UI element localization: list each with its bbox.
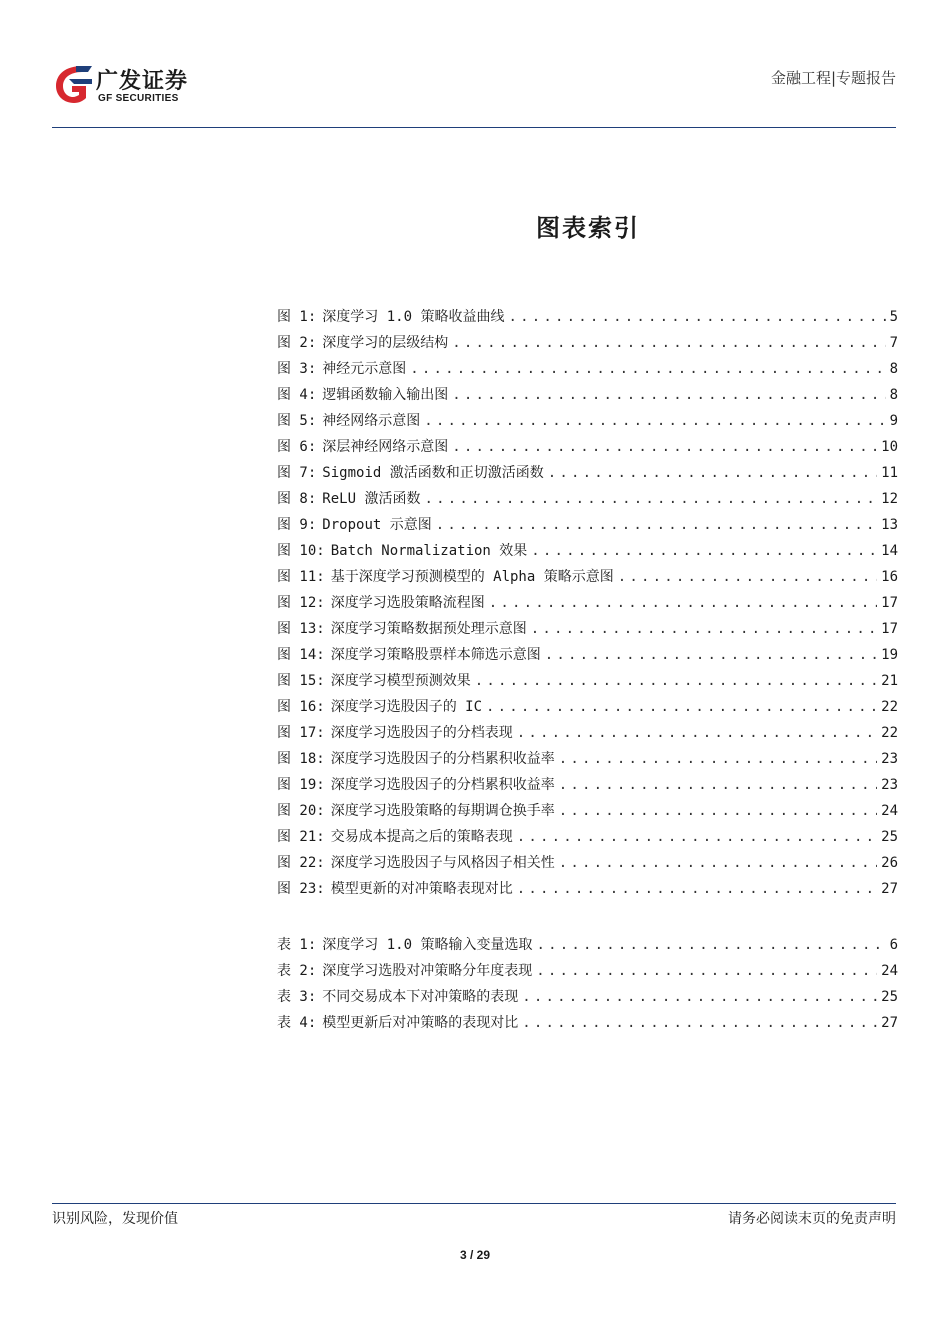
toc-entry-title <box>277 434 448 460</box>
toc-entry-title <box>277 932 532 958</box>
gf-logo-icon <box>52 62 94 106</box>
figure-index-entry[interactable] <box>277 720 898 746</box>
footer-disclaimer: 请务必阅读末页的免责声明 <box>728 1211 896 1227</box>
toc-entry-title <box>277 720 513 746</box>
toc-entry-title <box>277 1010 518 1036</box>
toc-entry-title <box>277 564 614 590</box>
toc-page-number: 17 <box>881 595 898 611</box>
toc-page-number: 8 <box>889 387 898 403</box>
figure-index-entry[interactable] <box>277 798 898 824</box>
toc-entry-label: 图 18: <box>277 751 325 767</box>
figure-index-entry[interactable] <box>277 538 898 564</box>
toc-entry-text: 深度学习选股因子与风格因子相关性 <box>330 855 555 871</box>
toc-page-number: 27 <box>881 1015 898 1031</box>
toc-page-number: 16 <box>881 569 898 585</box>
figure-index-entry[interactable] <box>277 824 898 850</box>
toc-entry-text: 深度学习选股策略的每期调仓换手率 <box>330 803 555 819</box>
toc-entry-title <box>277 460 544 486</box>
toc-page-number: 27 <box>881 881 898 897</box>
toc-entry-label: 图 9: <box>277 517 317 533</box>
toc-entry-label: 图 8: <box>277 491 317 507</box>
toc-entry-label: 表 2: <box>277 963 317 979</box>
header-divider <box>52 127 896 128</box>
toc-entry-text: 深度学习 1.0 策略输入变量选取 <box>322 937 533 953</box>
figure-index-entry[interactable] <box>277 382 898 408</box>
footer-divider <box>52 1203 896 1204</box>
figure-index-entry[interactable] <box>277 694 898 720</box>
toc-leader-dots <box>548 460 877 486</box>
toc-entry-title <box>277 590 485 616</box>
toc-leader-dots <box>522 984 877 1010</box>
toc-entry-title <box>277 984 518 1010</box>
toc-entry-text: Sigmoid 激活函数和正切激活函数 <box>322 465 544 481</box>
toc-entry-title <box>277 876 513 902</box>
toc-leader-dots <box>531 538 877 564</box>
toc-entry-label: 表 3: <box>277 989 317 1005</box>
toc-page-number: 25 <box>881 829 898 845</box>
logo-text-cn: 广发证券 <box>96 69 189 94</box>
toc-leader-dots <box>536 932 885 958</box>
toc-entry-text: 深度学习选股对冲策略分年度表现 <box>322 963 533 979</box>
toc-entry-label: 图 22: <box>277 855 325 871</box>
toc-page-number: 9 <box>889 413 898 429</box>
footer-slogan: 识别风险，发现价值 <box>52 1211 178 1227</box>
figure-index-entry[interactable] <box>277 876 898 902</box>
toc-leader-dots <box>475 668 877 694</box>
toc-entry-label: 图 16: <box>277 699 325 715</box>
toc-entry-title <box>277 772 555 798</box>
toc-page-number: 23 <box>881 751 898 767</box>
figure-index-entry[interactable] <box>277 460 898 486</box>
toc-entry-text: 神经网络示意图 <box>322 413 421 429</box>
toc-entry-label: 图 10: <box>277 543 325 559</box>
toc-page-number: 14 <box>881 543 898 559</box>
toc-entry-title <box>277 356 406 382</box>
toc-page-number: 22 <box>881 725 898 741</box>
toc-entry-title <box>277 486 420 512</box>
toc-leader-dots <box>424 408 885 434</box>
toc-entry-text: Batch Normalization 效果 <box>330 543 528 559</box>
toc-page-number: 10 <box>881 439 898 455</box>
toc-leader-dots <box>559 746 877 772</box>
toc-leader-dots <box>536 958 877 984</box>
page-title: 图表索引 <box>536 213 640 242</box>
figure-index-entry[interactable] <box>277 434 898 460</box>
table-index-entry[interactable] <box>277 958 898 984</box>
toc-entry-title <box>277 538 527 564</box>
toc-entry-label: 图 15: <box>277 673 325 689</box>
toc-page-number: 8 <box>889 361 898 377</box>
toc-entry-title <box>277 382 448 408</box>
toc-page-number: 25 <box>881 989 898 1005</box>
figure-index <box>277 304 898 902</box>
toc-leader-dots <box>424 486 877 512</box>
toc-entry-title <box>277 642 541 668</box>
toc-entry-text: 深度学习策略数据预处理示意图 <box>330 621 527 637</box>
toc-entry-title <box>277 694 482 720</box>
toc-entry-label: 图 21: <box>277 829 325 845</box>
toc-leader-dots <box>489 590 877 616</box>
toc-entry-text: 逻辑函数输入输出图 <box>322 387 449 403</box>
toc-leader-dots <box>436 512 877 538</box>
toc-entry-label: 图 5: <box>277 413 317 429</box>
toc-page-number: 26 <box>881 855 898 871</box>
toc-page-number: 24 <box>881 803 898 819</box>
toc-entry-title <box>277 330 448 356</box>
toc-entry-title <box>277 824 513 850</box>
toc-leader-dots <box>452 330 885 356</box>
toc-entry-text: 模型更新的对冲策略表现对比 <box>330 881 513 897</box>
toc-leader-dots <box>452 434 877 460</box>
toc-entry-text: 深度学习策略股票样本筛选示意图 <box>330 647 541 663</box>
figure-index-entry[interactable] <box>277 642 898 668</box>
toc-entry-text: Dropout 示意图 <box>322 517 432 533</box>
figure-index-entry[interactable] <box>277 512 898 538</box>
toc-leader-dots <box>545 642 877 668</box>
toc-entry-text: 深度学习选股因子的 IC <box>330 699 483 715</box>
toc-entry-text: ReLU 激活函数 <box>322 491 421 507</box>
toc-leader-dots <box>559 850 877 876</box>
toc-leader-dots <box>559 772 877 798</box>
toc-entry-text: 模型更新后对冲策略的表现对比 <box>322 1015 519 1031</box>
report-section: 金融工程|专题报告 <box>770 69 896 87</box>
toc-entry-title <box>277 304 504 330</box>
toc-entry-text: 深度学习 1.0 策略收益曲线 <box>322 309 505 325</box>
logo-text-en: GF SECURITIES <box>98 93 179 104</box>
toc-entry-label: 图 3: <box>277 361 317 377</box>
toc-entry-label: 图 23: <box>277 881 325 897</box>
toc-entry-text: 深层神经网络示意图 <box>322 439 449 455</box>
figure-index-entry[interactable] <box>277 408 898 434</box>
toc-page-number: 21 <box>881 673 898 689</box>
toc-entry-label: 图 6: <box>277 439 317 455</box>
toc-leader-dots <box>486 694 877 720</box>
toc-entry-title <box>277 616 527 642</box>
toc-entry-text: 交易成本提高之后的策略表现 <box>330 829 513 845</box>
toc-leader-dots <box>508 304 885 330</box>
toc-entry-label: 图 14: <box>277 647 325 663</box>
toc-entry-text: 深度学习选股因子的分档累积收益率 <box>330 777 555 793</box>
toc-page-number: 5 <box>889 309 898 325</box>
figure-index-entry[interactable] <box>277 486 898 512</box>
toc-entry-title <box>277 958 532 984</box>
figure-index-entry[interactable] <box>277 330 898 356</box>
toc-entry-label: 图 11: <box>277 569 325 585</box>
toc-entry-title <box>277 746 555 772</box>
toc-entry-text: 深度学习选股因子的分档表现 <box>330 725 513 741</box>
page-number: 3 / 29 <box>459 1248 491 1262</box>
toc-entry-label: 图 12: <box>277 595 325 611</box>
toc-page-number: 17 <box>881 621 898 637</box>
figure-index-entry[interactable] <box>277 772 898 798</box>
figure-index-entry[interactable] <box>277 746 898 772</box>
table-index-entry[interactable] <box>277 932 898 958</box>
toc-leader-dots <box>559 798 877 824</box>
toc-leader-dots <box>517 876 877 902</box>
toc-page-number: 6 <box>889 937 898 953</box>
figure-index-entry[interactable] <box>277 564 898 590</box>
toc-leader-dots <box>618 564 877 590</box>
toc-entry-title <box>277 512 432 538</box>
toc-entry-text: 不同交易成本下对冲策略的表现 <box>322 989 519 1005</box>
toc-entry-title <box>277 668 471 694</box>
figure-index-entry[interactable] <box>277 850 898 876</box>
toc-entry-text: 神经元示意图 <box>322 361 407 377</box>
toc-entry-label: 图 2: <box>277 335 317 351</box>
toc-entry-label: 图 1: <box>277 309 317 325</box>
toc-page-number: 12 <box>881 491 898 507</box>
toc-entry-label: 图 7: <box>277 465 317 481</box>
figure-index-entry[interactable] <box>277 668 898 694</box>
company-logo <box>52 62 212 110</box>
toc-entry-text: 深度学习模型预测效果 <box>330 673 471 689</box>
toc-leader-dots <box>452 382 885 408</box>
toc-entry-text: 深度学习的层级结构 <box>322 335 449 351</box>
toc-entry-label: 图 20: <box>277 803 325 819</box>
toc-entry-label: 图 4: <box>277 387 317 403</box>
toc-page-number: 23 <box>881 777 898 793</box>
toc-page-number: 24 <box>881 963 898 979</box>
figure-index-entry[interactable] <box>277 356 898 382</box>
toc-entry-label: 图 13: <box>277 621 325 637</box>
toc-page-number: 11 <box>881 465 898 481</box>
toc-leader-dots <box>410 356 885 382</box>
toc-page-number: 19 <box>881 647 898 663</box>
toc-leader-dots <box>517 824 877 850</box>
toc-entry-title <box>277 408 420 434</box>
table-index-entry[interactable] <box>277 1010 898 1036</box>
toc-entry-text: 基于深度学习预测模型的 Alpha 策略示意图 <box>330 569 614 585</box>
toc-entry-title <box>277 798 555 824</box>
toc-page-number: 7 <box>889 335 898 351</box>
figure-index-entry[interactable] <box>277 304 898 330</box>
figure-index-entry[interactable] <box>277 590 898 616</box>
figure-index-entry[interactable] <box>277 616 898 642</box>
toc-page-number: 13 <box>881 517 898 533</box>
toc-entry-label: 图 19: <box>277 777 325 793</box>
toc-leader-dots <box>531 616 877 642</box>
toc-entry-label: 图 17: <box>277 725 325 741</box>
table-index <box>277 932 898 1036</box>
toc-entry-label: 表 1: <box>277 937 317 953</box>
toc-entry-title <box>277 850 555 876</box>
table-index-entry[interactable] <box>277 984 898 1010</box>
toc-leader-dots <box>517 720 877 746</box>
toc-leader-dots <box>522 1010 877 1036</box>
toc-entry-label: 表 4: <box>277 1015 317 1031</box>
toc-page-number: 22 <box>881 699 898 715</box>
toc-entry-text: 深度学习选股因子的分档累积收益率 <box>330 751 555 767</box>
toc-entry-text: 深度学习选股策略流程图 <box>330 595 485 611</box>
